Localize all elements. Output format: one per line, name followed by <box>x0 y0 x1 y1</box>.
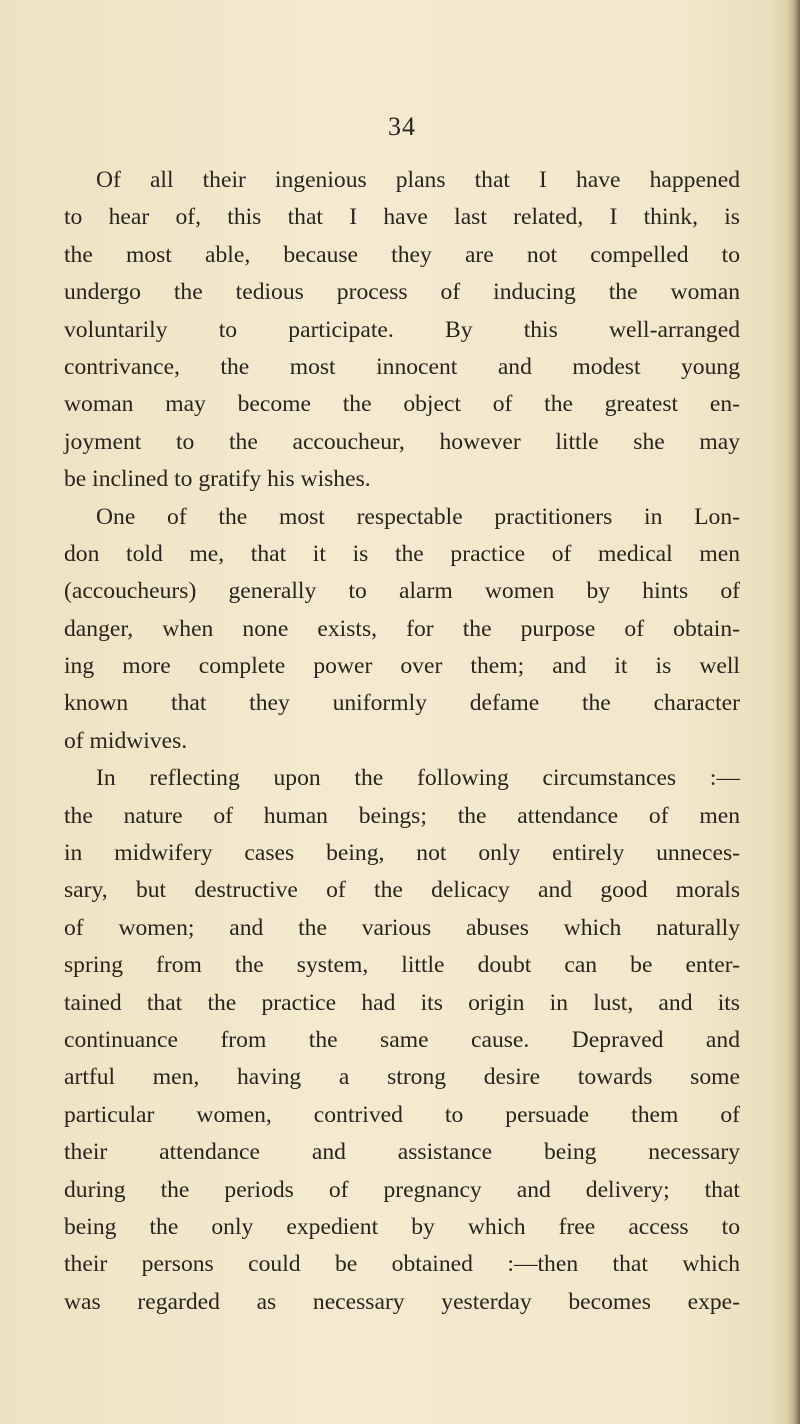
text-line: contrivance, the most innocent and modest young <box>64 353 740 380</box>
text-line: voluntarily to participate. By this well-arranged <box>64 316 740 343</box>
text-line: woman may become the object of the greatest en- <box>64 391 740 418</box>
text-line: (accoucheurs) generally to alarm women by hints of <box>64 578 740 605</box>
text-line: to hear of, this that I have last related, I think, is <box>64 204 740 231</box>
text-line: be inclined to gratify his wishes. <box>64 466 371 493</box>
text-line: In reflecting upon the following circumstances :— <box>96 765 740 792</box>
text-line: their persons could be obtained :—then that which <box>64 1251 740 1278</box>
text-line: ing more complete power over them; and it is well <box>64 653 740 680</box>
text-line: Of all their ingenious plans that I have happened <box>96 167 740 193</box>
page-number: 34 <box>388 112 416 141</box>
text-line: joyment to the accoucheur, however little she may <box>64 428 740 455</box>
text-line: of midwives. <box>64 727 188 754</box>
text-line: of women; and the various abuses which naturally <box>64 914 740 941</box>
text-line: the nature of human beings; the attendance of men <box>64 802 740 829</box>
text-line: in midwifery cases being, not only entirely unneces- <box>64 840 740 867</box>
text-line: sary, but destructive of the delicacy and good morals <box>64 877 740 904</box>
text-line: known that they uniformly defame the character <box>64 690 740 717</box>
text-line: was regarded as necessary yesterday becomes expe- <box>64 1288 740 1315</box>
text-line: danger, when none exists, for the purpose of obtain- <box>64 615 740 642</box>
text-line: don told me, that it is the practice of medical men <box>64 540 740 567</box>
text-line: their attendance and assistance being necessary <box>64 1139 740 1166</box>
text-line: undergo the tedious process of inducing the woman <box>64 279 740 306</box>
text-line: spring from the system, little doubt can be enter- <box>64 952 740 979</box>
text-line: artful men, having a strong desire towards some <box>64 1064 740 1091</box>
text-line: being the only expedient by which free access to <box>64 1213 740 1240</box>
text-line: during the periods of pregnancy and delivery; that <box>64 1176 740 1203</box>
body-text <box>64 162 740 1321</box>
text-line: the most able, because they are not compelled to <box>64 241 740 268</box>
text-line: particular women, contrived to persuade them of <box>64 1101 740 1128</box>
text-line: continuance from the same cause. Depraved and <box>64 1026 740 1053</box>
text-line: tained that the practice had its origin in lust, and its <box>64 989 740 1016</box>
page-edge-shadow <box>786 0 800 1424</box>
text-line: One of the most respectable practitioners in Lon- <box>96 503 740 530</box>
